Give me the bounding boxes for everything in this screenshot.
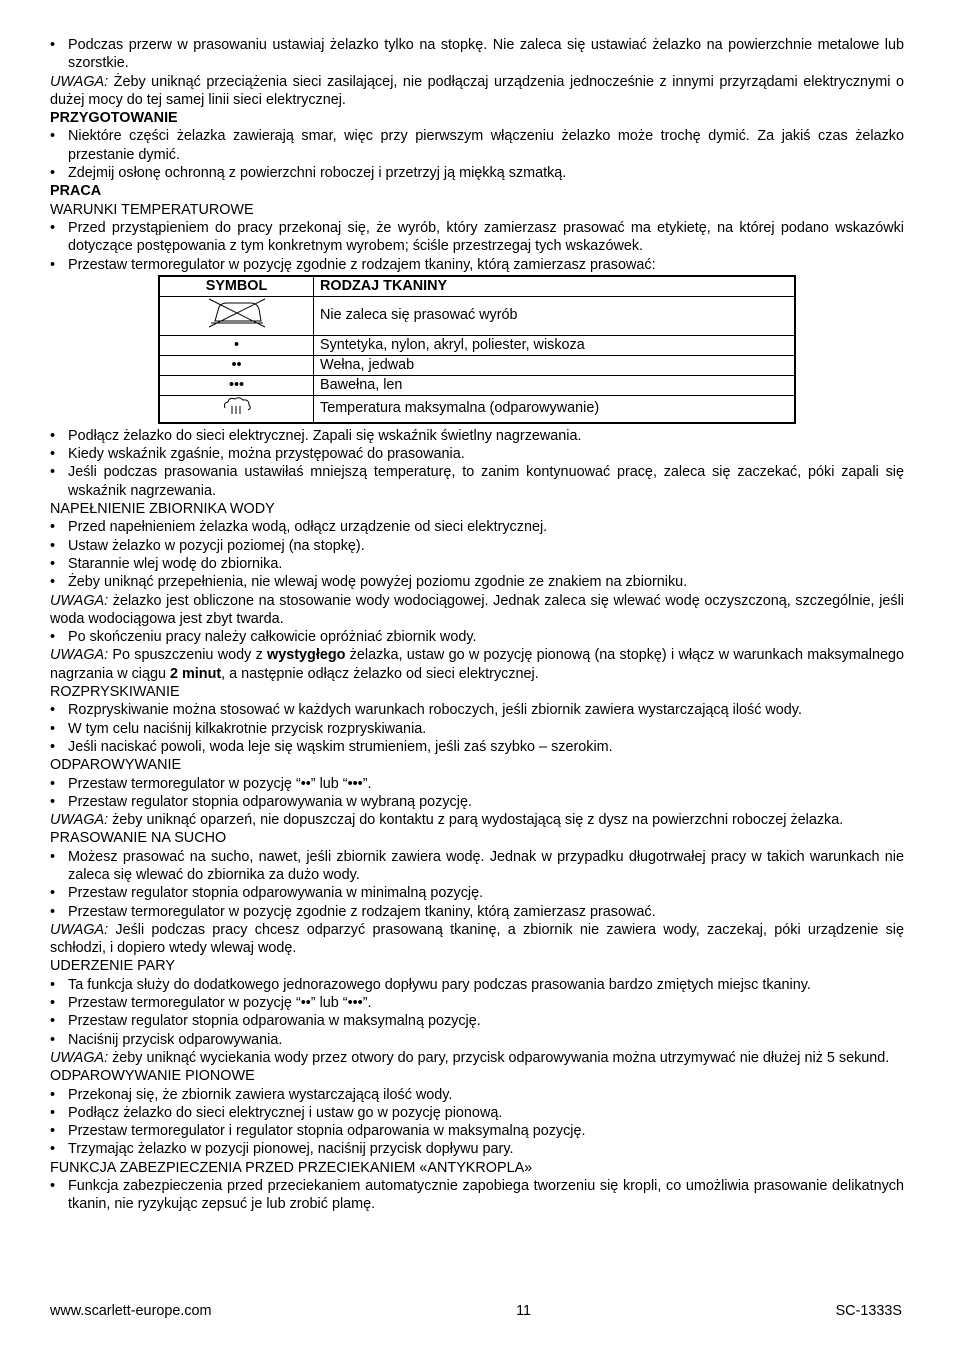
bullet-marker: •: [50, 976, 56, 993]
list-item: [50, 848, 904, 885]
note-text: żeby uniknąć oparzeń, nie dopuszczaj do kontaktu z parą wydostającą się z dysz na powierzchni roboczej żelazka.: [108, 812, 844, 829]
list-item: [50, 573, 904, 591]
bullet-marker: •: [50, 256, 56, 273]
note-label: UWAGA:: [50, 1049, 109, 1066]
fabric-type-cell: Wełna, jedwab: [314, 355, 796, 375]
list-item: [50, 1031, 904, 1049]
list-item-text: Przestaw termoregulator w pozycję “••” lub “•••”.: [68, 995, 372, 1012]
bullet-marker: •: [50, 37, 56, 53]
subsection-heading: FUNKCJA ZABEZPIECZENIA PRZED PRZECIEKANIEM «ANTYKROPLA»: [50, 1159, 533, 1176]
footer-website: www.scarlett-europe.com: [50, 1303, 212, 1319]
list-item: [50, 127, 904, 164]
list-item: [50, 1122, 904, 1140]
table-header-cell: SYMBOL: [159, 276, 314, 297]
list-item-text: Przestaw regulator stopnia odparowywania w wybraną pozycję.: [68, 793, 472, 810]
bullet-marker: •: [50, 464, 56, 481]
subsection-heading: ODPAROWYWANIE PIONOWE: [50, 1068, 255, 1085]
list-item-text: Niektóre części żelazka zawierają smar, więc przy pierwszym włączeniu żelazko może trochę dymić. Za jakiś czas żelazko przestanie dymić.: [68, 128, 904, 163]
symbol-dots: •••: [228, 376, 245, 393]
list-item: [50, 628, 904, 646]
bullet-marker: •: [50, 555, 56, 572]
table-row: [159, 375, 795, 395]
document-body: [50, 36, 904, 1214]
symbol-cell: [159, 355, 314, 375]
symbol-cell: [159, 335, 314, 355]
list-item-text: Funkcja zabezpieczenia przed przeciekaniem automatycznie zapobiega tworzeniu się kropli, co umożliwia prasowanie delikatnych tkanin, nie ryzykując zepsuć je lub zrobić plamę.: [68, 1178, 904, 1213]
list-item-text: Przestaw termoregulator w pozycję zgodnie z rodzajem tkaniny, którą zamierzasz prasować.: [68, 903, 656, 920]
steam-icon: [221, 404, 253, 420]
list-item-text: Podłącz żelazko do sieci elektrycznej i ustaw go w pozycję pionową.: [68, 1104, 503, 1121]
list-item: [50, 1104, 904, 1122]
list-item: [50, 555, 904, 573]
fabric-type-cell: Bawełna, len: [314, 375, 796, 395]
symbol-cell: [159, 375, 314, 395]
list-item-text: Przestaw regulator stopnia odparowania w maksymalną pozycję.: [68, 1013, 481, 1030]
symbol-dots: •: [233, 336, 240, 353]
list-item: [50, 1140, 904, 1158]
note-text: Żeby uniknąć przeciążenia sieci zasilającej, nie podłączaj urządzenia jednocześnie z innymi przyrządami elektrycznymi o dużej mocy do tej samej linii sieci elektrycznej.: [50, 73, 904, 108]
page-number: 11: [516, 1303, 532, 1319]
no-iron-icon: [207, 317, 267, 333]
bullet-marker: •: [50, 885, 56, 902]
note-label: UWAGA:: [50, 921, 109, 938]
list-item: [50, 884, 904, 902]
table-row: [159, 355, 795, 375]
list-item-text: Przestaw termoregulator w pozycję zgodnie z rodzajem tkaniny, którą zamierzasz prasować:: [68, 256, 656, 273]
list-item-text: Ustaw żelazko w pozycji poziomej (na stopkę).: [68, 537, 365, 554]
list-item-text: Starannie wlej wodę do zbiornika.: [68, 555, 283, 572]
bullet-marker: •: [50, 427, 56, 444]
bullet-marker: •: [50, 702, 56, 719]
table-row: [159, 335, 795, 355]
list-item: [50, 701, 904, 719]
note-paragraph: [50, 1049, 904, 1067]
list-item-text: Przestaw termoregulator w pozycję “••” lub “•••”.: [68, 775, 372, 792]
footer: [50, 1303, 902, 1319]
bullet-marker: •: [50, 848, 56, 865]
list-item: [50, 994, 904, 1012]
section-heading: PRACA: [50, 183, 102, 200]
list-item-text: Jeśli naciskać powoli, woda leje się wąskim strumieniem, jeśli zaś szybko – szerokim.: [68, 738, 613, 755]
list-item: [50, 463, 904, 500]
note-text: Po spuszczeniu wody z wystygłego żelazka, ustaw go w pozycję pionową (na stopkę) i włącz w warunkach maksymalnego nagrzania w ciągu 2 minut, a następnie odłącz żelazko od sieci elektrycznej.: [50, 647, 904, 682]
table-row: [159, 296, 795, 335]
bullet-marker: •: [50, 1031, 56, 1048]
list-item-text: Ta funkcja służy do dodatkowego jednorazowego dopływu pary podczas prasowania bardzo zmiętych miejsc tkaniny.: [68, 976, 811, 993]
note-text: Jeśli podczas pracy chcesz odparzyć prasowaną tkaninę, a zbiornik nie zawiera wody, zaczekaj, póki urządzenie się schłodzi, i dopiero wtedy wlewaj wodę.: [50, 921, 904, 957]
list-item-text: Przed napełnieniem żelazka wodą, odłącz urządzenie od sieci elektrycznej.: [68, 519, 548, 536]
list-item: [50, 164, 904, 182]
list-item: [50, 1086, 904, 1104]
bullet-marker: •: [50, 793, 56, 810]
list-item: [50, 775, 904, 793]
list-item-text: Trzymając żelazko w pozycji pionowej, naciśnij przycisk dopływu pary.: [68, 1141, 514, 1158]
bullet-marker: •: [50, 995, 56, 1012]
fabric-temperature-table: [158, 275, 796, 424]
symbol-cell: [159, 395, 314, 423]
list-item: [50, 256, 904, 274]
list-item: [50, 427, 904, 445]
subsection-heading: PRASOWANIE NA SUCHO: [50, 830, 227, 847]
list-item-text: Możesz prasować na sucho, nawet, jeśli zbiornik zawiera wodę. Jednak w przypadku długotrwałej pracy w takich warunkach nie zaleca się wlewać do zbiornika za dużo wody.: [68, 848, 904, 883]
note-paragraph: [50, 73, 904, 110]
list-item-text: Podczas przerw w prasowaniu ustawiaj żelazko tylko na stopkę. Nie zaleca się ustawiać żelazko na powierzchnie metalowe lub szorstkie.: [68, 37, 904, 72]
model-number: SC-1333S: [835, 1303, 902, 1319]
list-item-text: Przed przystąpieniem do pracy przekonaj się, że wyrób, który zamierzasz prasować ma etykietę, na której podano wskazówki dotyczące postępowania z tym konkretnym wyrobem; ściśle przestrzegaj tych wskazówek.: [68, 219, 904, 255]
list-item: [50, 720, 904, 738]
section-heading: PRZYGOTOWANIE: [50, 110, 178, 127]
note-paragraph: [50, 811, 904, 829]
list-item-text: Jeśli podczas prasowania ustawiłaś mniejszą temperaturę, to zanim kontynuować pracę, zaleca się zaczekać, póki zapali się wskaźnik nagrzewania.: [68, 464, 904, 499]
list-item-text: Po skończeniu pracy należy całkowicie opróżniać zbiornik wody.: [68, 629, 477, 646]
table-header-row: [159, 276, 795, 297]
note-text: żelazko jest obliczone na stosowanie wody wodociągowej. Jednak zaleca się wlewać wodę oczyszczoną, szczególnie, jeśli woda wodociągowa jest zbyt twarda.: [50, 592, 904, 627]
list-item: [50, 976, 904, 994]
list-item-text: Kiedy wskaźnik zgaśnie, można przystępować do prasowania.: [68, 446, 465, 463]
bullet-marker: •: [50, 903, 56, 920]
list-item-text: Rozpryskiwanie można stosować w każdych warunkach roboczych, jeśli zbiornik zawiera wystarczającą ilość wody.: [68, 702, 802, 719]
list-item: [50, 793, 904, 811]
list-item-text: Naciśnij przycisk odparowywania.: [68, 1031, 283, 1048]
list-item: [50, 518, 904, 536]
note-paragraph: [50, 921, 904, 958]
symbol-cell: [159, 296, 314, 335]
bullet-marker: •: [50, 446, 56, 463]
list-item-text: Przekonaj się, że zbiornik zawiera wystarczającą ilość wody.: [68, 1086, 453, 1103]
fabric-type-cell: Nie zaleca się prasować wyrób: [314, 296, 796, 335]
bullet-marker: •: [50, 1178, 56, 1195]
list-item-text: W tym celu naciśnij kilkakrotnie przycisk rozpryskiwania.: [68, 720, 427, 737]
bullet-marker: •: [50, 1013, 56, 1030]
list-item-text: Podłącz żelazko do sieci elektrycznej. Zapali się wskaźnik świetlny nagrzewania.: [68, 427, 582, 444]
list-item-text: Przestaw regulator stopnia odparowywania w minimalną pozycję.: [68, 885, 484, 902]
list-item: [50, 36, 904, 73]
list-item: [50, 903, 904, 921]
bullet-marker: •: [50, 519, 56, 536]
note-text: żeby uniknąć wyciekania wody przez otwory do pary, przycisk odparowywania można utrzymywać nie dłużej niż 5 sekund.: [108, 1049, 890, 1066]
list-item: [50, 1177, 904, 1214]
list-item: [50, 537, 904, 555]
list-item: [50, 219, 904, 256]
bullet-marker: •: [50, 629, 56, 646]
list-item-text: Żeby uniknąć przepełnienia, nie wlewaj wodę powyżej poziomu zgodnie ze znakiem na zbiorniku.: [68, 574, 688, 591]
note-label: UWAGA:: [50, 73, 109, 90]
bullet-marker: •: [50, 537, 56, 554]
fabric-type-cell: Syntetyka, nylon, akryl, poliester, wiskoza: [314, 335, 796, 355]
table-row: [159, 395, 795, 423]
list-item: [50, 738, 904, 756]
subsection-heading: WARUNKI TEMPERATUROWE: [50, 201, 254, 218]
table-header-cell: RODZAJ TKANINY: [314, 276, 796, 297]
subsection-heading: UDERZENIE PARY: [50, 958, 176, 975]
bullet-marker: •: [50, 1141, 56, 1158]
note-label: UWAGA:: [50, 592, 109, 609]
bullet-marker: •: [50, 165, 56, 182]
note-label: UWAGA:: [50, 647, 109, 664]
note-paragraph: [50, 646, 904, 683]
list-item: [50, 445, 904, 463]
bullet-marker: •: [50, 128, 56, 145]
bullet-marker: •: [50, 574, 56, 591]
note-paragraph: [50, 592, 904, 629]
subsection-heading: NAPEŁNIENIE ZBIORNIKA WODY: [50, 501, 275, 518]
bullet-marker: •: [50, 1086, 56, 1103]
list-item-text: Przestaw termoregulator i regulator stopnia odparowania w maksymalną pozycję.: [68, 1123, 586, 1140]
bullet-marker: •: [50, 219, 56, 236]
symbol-dots: ••: [231, 356, 242, 373]
bullet-marker: •: [50, 775, 56, 792]
bullet-marker: •: [50, 720, 56, 737]
bullet-marker: •: [50, 1123, 56, 1140]
fabric-type-cell: Temperatura maksymalna (odparowywanie): [314, 395, 796, 423]
bullet-marker: •: [50, 738, 56, 755]
subsection-heading: ROZPRYSKIWANIE: [50, 684, 180, 701]
subsection-heading: ODPAROWYWANIE: [50, 757, 182, 774]
list-item-text: Zdejmij osłonę ochronną z powierzchni roboczej i przetrzyj ją miękką szmatką.: [68, 165, 567, 182]
bullet-marker: •: [50, 1104, 56, 1121]
note-label: UWAGA:: [50, 812, 109, 829]
list-item: [50, 1012, 904, 1030]
